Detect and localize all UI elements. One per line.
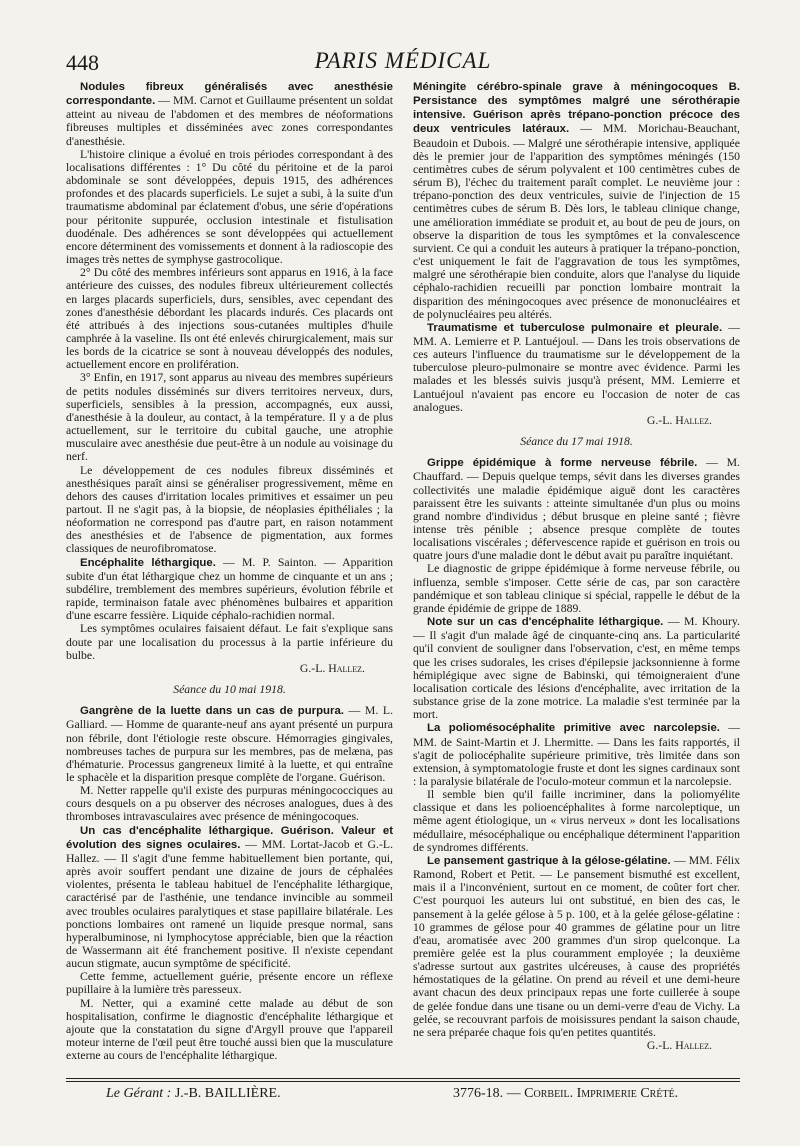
- section-heading: Méningite cérébro-spinale grave à méningocoques B. Persistance des symptômes malgré une sérothérapie intensive. Guérison après trépano-ponction précoce des deux ventricules latéraux.: [413, 81, 740, 136]
- footer-rule-thin: [66, 1081, 740, 1082]
- paragraph-text: — MM. A. Lemierre et P. Lantuéjoul. — Dans les trois observations de ces auteurs l'influence du traumatisme sur le développement de la tuberculose pleuro-pulmonaire se montre avec évidence. Parmi les malades et les blessés suivis jusqu'à présent, MM. Lemierre et Lantuéjoul n'avaient pas encore eu l'occasion de noter de cas analogues.: [413, 320, 741, 414]
- paragraph-text: — M. Chauffard. — Depuis quelque temps, sévit dans les diverses grandes collectivités une maladie épidémique aiguë dont les caractères paraissent être les suivants : atteinte simultanée d'un plus ou moins grand nombre d'individus ; début brusque en pleine santé ; fièvre intense très pénible ; absence presque complète de toutes localisations viscérales ; défervescence rapide et guérison en trois ou quatre jours d'une maladie dont le début avait pu paraître inquiétant.: [413, 456, 740, 563]
- section-heading: Nodules fibreux généralisés avec anesthésie correspondante.: [66, 81, 393, 108]
- paragraph: [413, 615, 740, 721]
- paragraph-text: — M. L. Galliard. — Homme de quarante-neuf ans ayant présenté un purpura non fébrile, dont l'étiologie reste obscure. Hémorragies gingivales, nombreuses taches de purpura sur les membres, pas de melæna, pas d'hématurie. Processus gangreneux limité à la luette, et qui entraîne le sphacèle et la disparition presque complète de l'organe. Guérison.: [66, 704, 394, 784]
- running-title: PARIS MÉDICAL: [314, 48, 492, 73]
- paragraph-text: — MM. Félix Ramond, Robert et Petit. — Le pansement bismuthé est excellent, mais il a l'inconvénient, surtout en ce moment, de coûter fort cher. C'est pourquoi les auteurs lui ont substitué, en bien des cas, le pansement à la gelée gélose à 5 p. 100, et à la gelée gélose-gélatine : 10 grammes de gélose pour 40 grammes de gélatine pour un litre d'eau, aromatisée avec 200 grammes d'un sirop quelconque. La première gelée est la plus couramment employée ; la deuxième s'adresse surtout aux gastrites ulcéreuses, à cause des propriétés hémostatiques de la gélatine. On prend au réveil et une demi-heure avant chacun des deux principaux repas une forte cuillerée à soupe de gelée fondue dans une tisane ou un demi-verre d'eau de Vichy. La gelée, se recouvrant parfois de moisissures pendant la saison chaude, ne sera préparée chaque fois qu'en petites quantités.: [413, 853, 740, 1039]
- author-signature: G.-L. Hallez.: [646, 413, 712, 427]
- paragraph-text: L'histoire clinique a évolué en trois périodes correspondant à des localisations différentes : 1° Du côté du péritoine et de la paroi abdominale se sont développées, depuis 1915, des adhérences profondes et des placards superficiels. Le sujet a subi, à la suite d'un traumatisme abdominal par éclatement d'obus, une série d'opérations pour péritonite suppurée, occlusion intestinale et fistulisation duodénale. Des adhérences se sont développées qui actuellement encore déterminent des vomissements et donnent à la radioscopie des images très nettes de symphyse gastrocolique.: [66, 147, 393, 267]
- paragraph-text: — M. P. Sainton. — Apparition subite d'un état léthargique chez un homme de cinquante et un ans ; subdélire, tremblement des membres supérieurs, évolution fébrile et rapide, terminaison fatale avec phénomènes bulbaires et apparition d'une escarre fessière. Liquide céphalo-rachidien normal.: [66, 555, 394, 623]
- paragraph: [66, 371, 393, 463]
- paragraph-text: — MM. Carnot et Guillaume présentent un soldat atteint au niveau de l'abdomen et des membres de néoformations fibreuses multiples et disséminées avec zones correspondantes d'anesthésie.: [66, 94, 393, 148]
- section-heading: Traumatisme et tuberculose pulmonaire et pleurale.: [427, 321, 723, 334]
- paragraph: [413, 721, 740, 788]
- paragraph: [66, 997, 393, 1063]
- paragraph: [413, 80, 740, 321]
- paragraph: [66, 622, 393, 661]
- gerant-label: Le Gérant :: [106, 1086, 172, 1101]
- section-heading: Grippe épidémique à forme nerveuse fébrile.: [427, 457, 698, 470]
- two-column-body: [66, 80, 740, 1062]
- section-heading: Encéphalite léthargique.: [80, 556, 216, 569]
- paragraph-text: Les symptômes oculaires faisaient défaut. Le fait s'explique sans doute par une localisation du processus à la partie inférieure du bulbe.: [66, 622, 393, 662]
- paragraph: [66, 970, 393, 996]
- paragraph: [413, 321, 740, 414]
- gerant-name: J.-B. BAILLIÈRE.: [174, 1086, 281, 1101]
- session-date: Séance du 17 mai 1918.: [520, 435, 633, 449]
- paragraph-text: 3° Enfin, en 1917, sont apparus au niveau des membres supérieurs de petits nodules disséminés sur divers territoires nerveux, durs, superficiels, sensibles à la pression, accompagnés, eux aussi, d'anesthésie à la douleur, au contact, à la température. Il y a de plus actuellement, sur le territoire du cubital gauche, une atrophie musculaire avec anesthésie due peut-être à un nodule au voisinage du nerf.: [66, 371, 393, 464]
- author-signature: G.-L. Hallez.: [646, 1039, 712, 1053]
- printer-name: — Corbeil. Imprimerie Crété.: [506, 1086, 679, 1101]
- paragraph: [66, 784, 393, 823]
- paragraph-text: — MM. Morichau-Beauchant, Beaudoin et Dubois. — Malgré une sérothérapie intensive, appliquée dès le premier jour de l'apparition des symptômes méningés (150 centimètres cubes de sérum polyvalent et 100 centimètres cubes de sérum B), l'échec du traitement paraît complet. Le neuvième jour : trépano-ponction des deux ventricules, suivie de l'injection de 15 centimètres cubes de sérum B. Dès lors, le tableau clinique change, une amélioration immédiate se produit et, au bout de peu de jours, on observe la disparition de tous les symptômes et la convalescence survient. Ce qui a conduit les auteurs à pratiquer la trépano-ponction, c'est uniquement le fait de l'aggravation de tous les symptômes, malgré une sérothérapie bien conduite, alors que l'analyse du liquide céphalo-rachidien recueilli par ponction lombaire montrait la disparition des méningocoques avec présence de mononucléaires et de polynucléaires peu altérés.: [413, 122, 740, 321]
- paragraph-text: — MM. Lortat-Jacob et G.-L. Hallez. — Il s'agit d'une femme habituellement bien portante, qui, après avoir souffert pendant une dizaine de jours de céphalées violentes, présenta le tableau habituel de l'encéphalite léthargique, caractérisé par de l'asthénie, une tendance invincible au sommeil avec troubles oculaires paralytiques et stase papillaire bilatérale. Les ponctions lombaires ont ramené un liquide presque normal, sans hyperalbuminose, ni lymphocytose appréciable, bien que la réaction de Wassermann ait été franchement positive. Il n'existe cependant aucun stigmate, aucun symptôme de spécificité.: [66, 837, 394, 971]
- paragraph-text: M. Netter rappelle qu'il existe des purpuras méningococciques au cours desquels on a pu observer des nécroses analogues, dues à des thromboses intravasculaires avec présence de méningocoques.: [66, 784, 393, 824]
- paragraph-text: — M. Khoury. — Il s'agit d'un malade âgé de cinquante-cinq ans. La particularité qu'il convient de souligner dans l'observation, c'est, en même temps que les crises sudorales, les crises d'épilepsie jacksonnienne à forme hémiplégique avec signe de Babinski, qui témoigneraient d'une localisation corticale des lésions d'encéphalite, avec irritation de la substance grise de la zone motrice. La maladie s'est terminée par la mort.: [413, 615, 740, 722]
- section-heading: Gangrène de la luette dans un cas de purpura.: [80, 705, 344, 718]
- footer-rule: [66, 1078, 740, 1079]
- paragraph: [66, 556, 393, 623]
- paragraph: [66, 824, 393, 971]
- paragraph-text: M. Netter, qui a examiné cette malade au début de son hospitalisation, confirme le diagnostic d'encéphalite léthargique et ajoute que la constatation du signe d'Argyll prouve que l'appareil moteur interne de l'œil peut être touché aussi bien que la musculature externe au cours de l'encéphalite léthargique.: [66, 996, 393, 1063]
- paragraph-text: Il semble bien qu'il faille incriminer, dans la poliomyélite classique et dans les polioencéphalites à forme narcoleptique, un même agent étiologique, un « virus nerveux » dont les localisations médullaire, mésocéphalique ou encéphalique déterminent l'apparition de syndromes différents.: [413, 788, 740, 854]
- session-date: Séance du 10 mai 1918.: [173, 683, 286, 697]
- paragraph: [66, 704, 393, 784]
- paragraph: [413, 562, 740, 615]
- paragraph-text: Le développement de ces nodules fibreux disséminés et anesthésiques paraît ainsi se généraliser progressivement, même en dehors des causes d'irritation locales primitives et essaimer un peu partout. Il ne s'agit pas, à la biopsie, de néoplasies épithéliales ; la néoformation ne correspond pas d'autre part, en raison notamment des anesthésies et de l'absence de pigmentation, aux formes classiques de neurofibromatose.: [66, 463, 393, 556]
- paragraph: [66, 148, 393, 266]
- author-signature: G.-L. Hallez.: [299, 661, 365, 675]
- paragraph-text: 2° Du côté des membres inférieurs sont apparus en 1916, à la face antérieure des cuisses, des nodules fibreux ultérieurement collectés en larges placards superficiels, durs, sensibles, avec cependant des zones d'anesthésie débordant les placards indurés. Ces placards ont été attribués à des injections sous-cutanées multiples d'huile camphrée à la vaseline. Ils ont été enlevés chirurgicalement, mais sur les bords de la cicatrice se sont à nouveau développés des nodules, actuellement encore en prolifération.: [66, 266, 393, 372]
- page-header: [66, 44, 740, 80]
- paragraph: [66, 464, 393, 556]
- gerant-credit: [66, 1086, 393, 1102]
- paragraph: [413, 854, 740, 1039]
- right-column: [413, 80, 740, 1062]
- printer-number: 3776-18.: [453, 1086, 504, 1101]
- section-heading: Un cas d'encéphalite léthargique. Guérison. Valeur et évolution des signes oculaires.: [66, 824, 393, 851]
- paragraph: [66, 266, 393, 371]
- left-column: [66, 80, 393, 1062]
- paragraph-text: Cette femme, actuellement guérie, présente encore un réflexe pupillaire à la lumière très paresseux.: [66, 970, 393, 997]
- section-heading: Le pansement gastrique à la gélose-gélatine.: [427, 854, 671, 867]
- paragraph: [413, 788, 740, 854]
- paragraph-text: — MM. de Saint-Martin et J. Lhermitte. — Dans les faits rapportés, il s'agit de poliocéphalite supérieure primitive, très limitée dans son extension, à symptomatologie fruste et dont les signes cardinaux sont : la paralysie bilatérale de l'oculo-moteur commun et la narcolepsie.: [413, 721, 740, 788]
- paragraph-text: Le diagnostic de grippe épidémique à forme nerveuse fébrile, ou influenza, semble s'imposer. Cette série de cas, par son caractère pandémique et son tableau clinique si spécial, rappelle le début de la grande épidémie de grippe de 1889.: [413, 562, 740, 615]
- page-footer: [66, 1086, 740, 1102]
- printer-credit: [393, 1086, 740, 1102]
- section-heading: Note sur un cas d'encéphalite léthargique.: [427, 616, 664, 629]
- page-number: 448: [66, 50, 99, 75]
- paragraph: [66, 80, 393, 148]
- paragraph: [413, 456, 740, 562]
- section-heading: La poliomésocéphalite primitive avec narcolepsie.: [427, 722, 720, 735]
